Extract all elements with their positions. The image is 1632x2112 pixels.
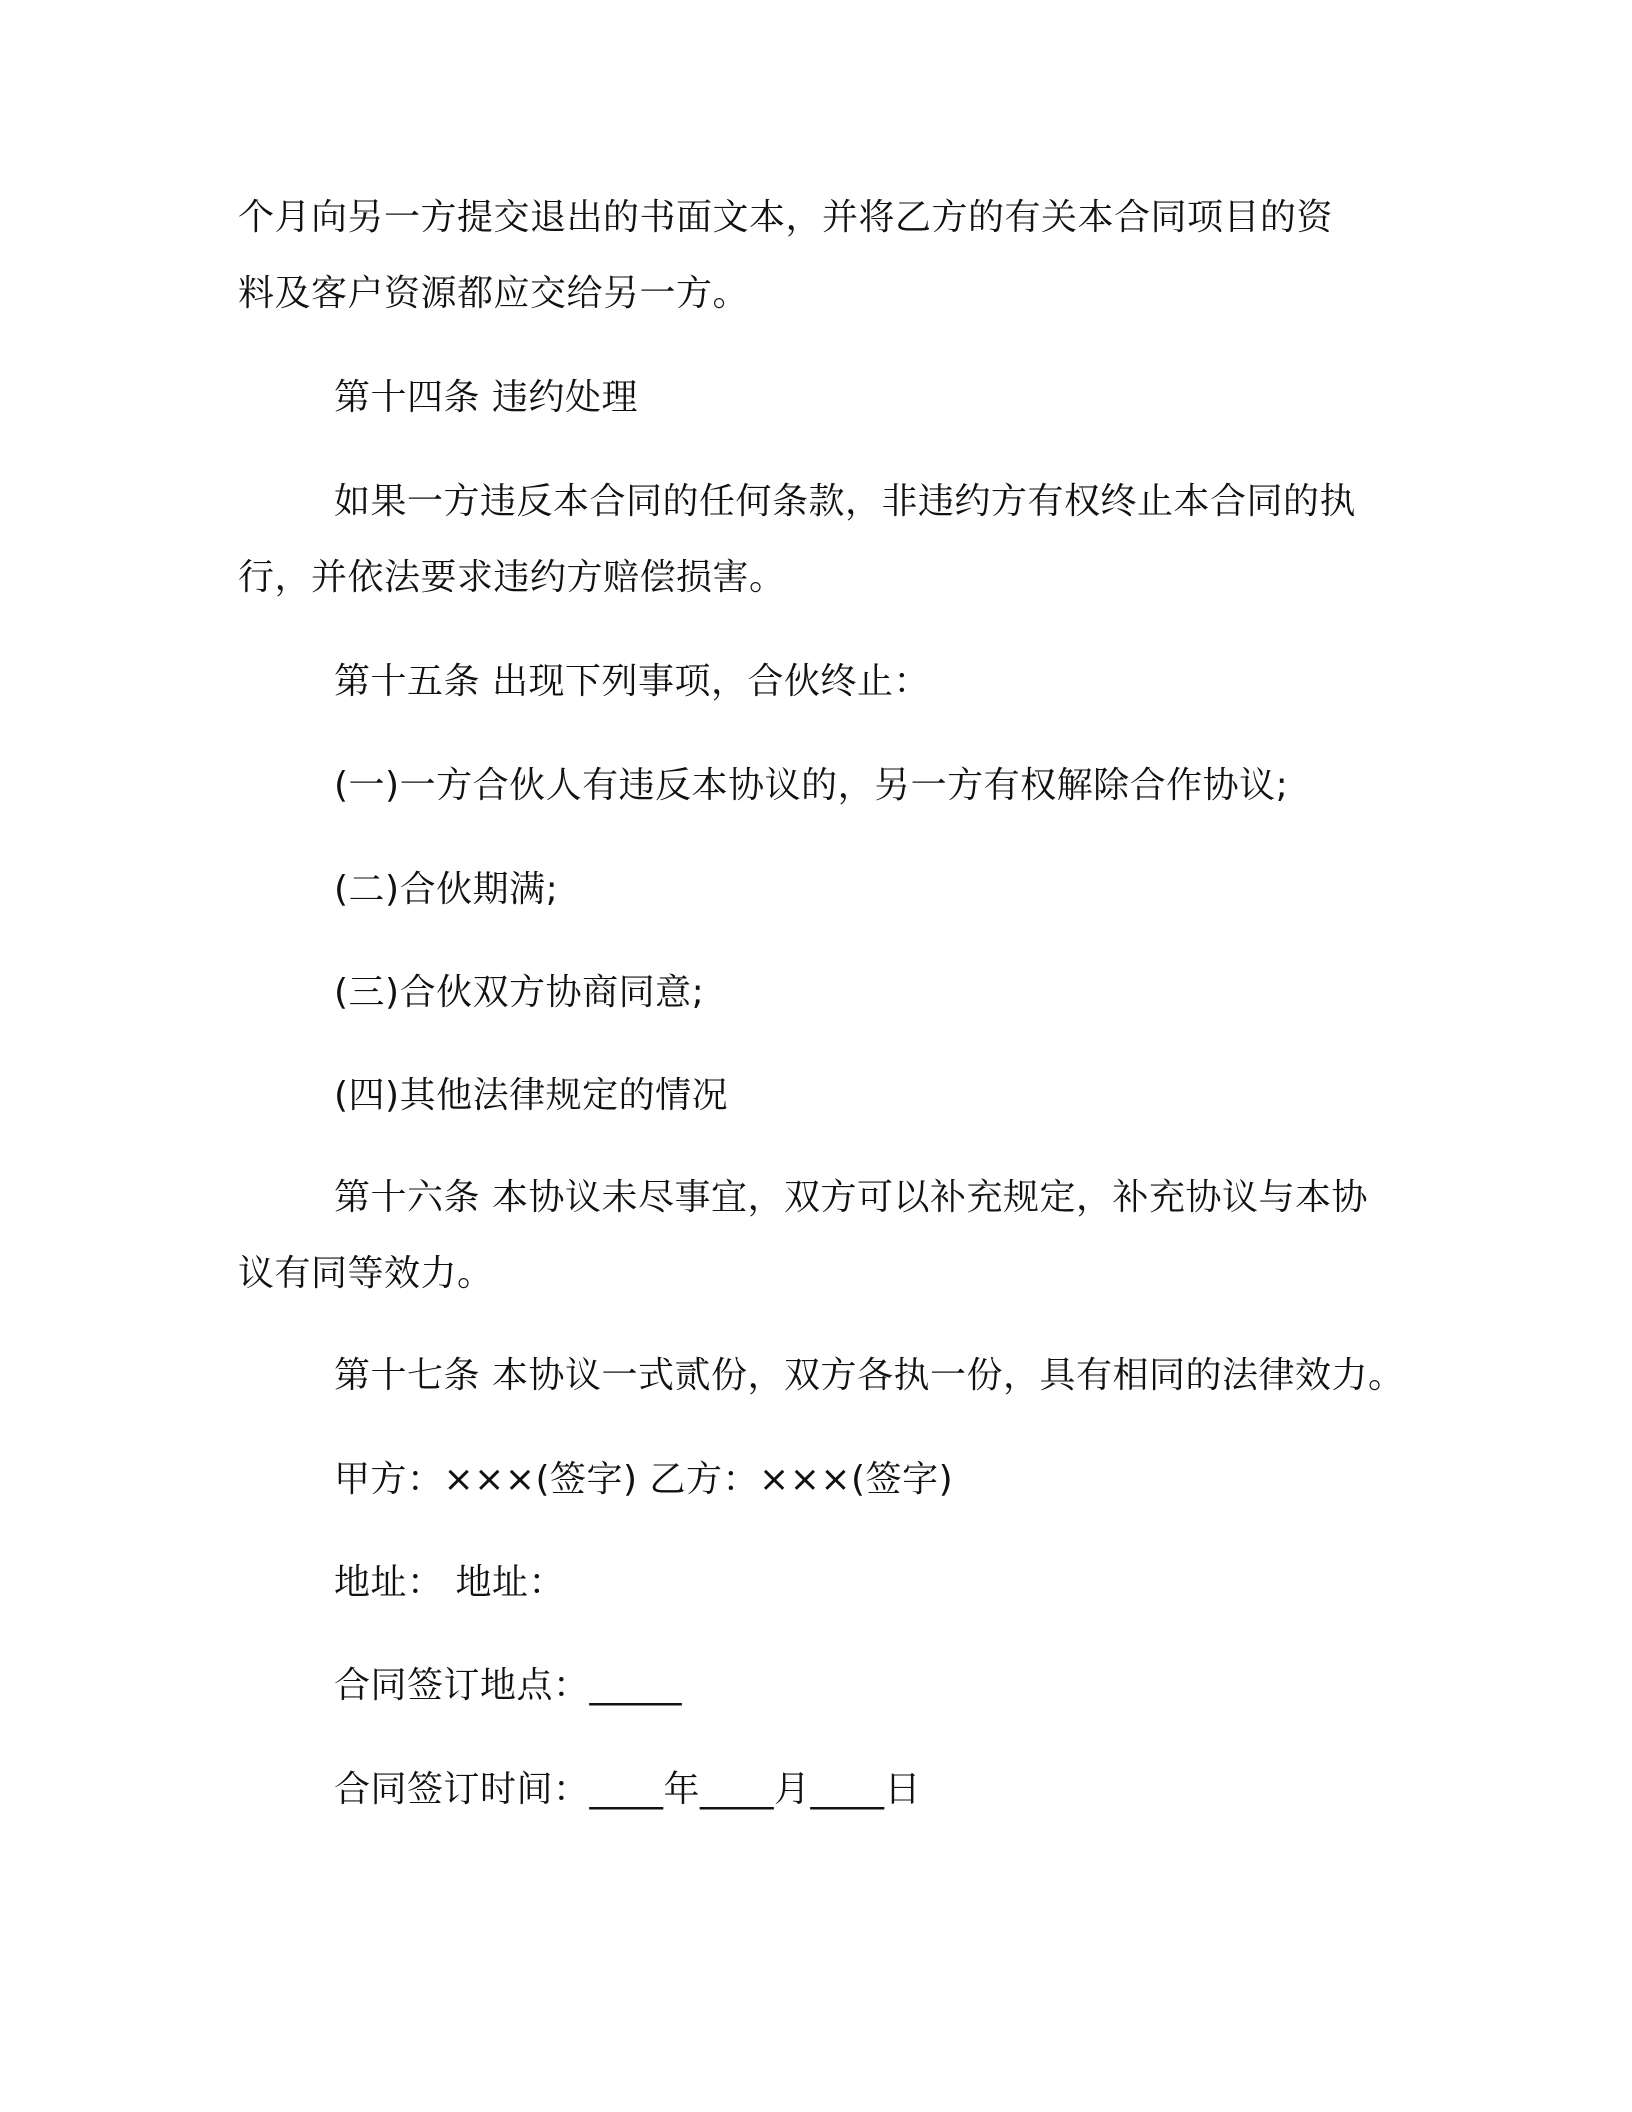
article-17 <box>238 1338 1418 1414</box>
text-line: 料及客户资源都应交给另一方。 <box>238 273 750 314</box>
text-line: 议有同等效力。 <box>238 1253 494 1294</box>
paragraph-exit-notice <box>238 180 1418 332</box>
text-line: 个月向另一方提交退出的书面文本，并将乙方的有关本合同项目的资 <box>238 197 1334 238</box>
article-14-heading <box>238 360 1418 436</box>
text-line: (三)合伙双方协商同意; <box>334 972 705 1013</box>
text-line: 如果一方违反本合同的任何条款，非违约方有权终止本合同的执 <box>334 481 1357 522</box>
text-line: 第十七条 本协议一式贰份，双方各执一份，具有相同的法律效力。 <box>334 1355 1405 1396</box>
text-line: 合同签订时间：____年____月____日 <box>334 1769 922 1810</box>
text-line: 地址： 地址： <box>334 1562 565 1603</box>
list-item-1 <box>238 748 1418 824</box>
article-16 <box>238 1160 1418 1312</box>
text-line: 第十五条 出现下列事项，合伙终止： <box>334 661 930 702</box>
text-line: 第十四条 违约处理 <box>334 377 638 418</box>
text-line: 行，并依法要求违约方赔偿损害。 <box>238 557 786 598</box>
text-line: (二)合伙期满; <box>334 869 559 910</box>
text-line: (一)一方合伙人有违反本协议的，另一方有权解除合作协议; <box>334 765 1289 806</box>
text-line: 甲方：×××(签字) 乙方：×××(签字) <box>334 1459 954 1500</box>
text-line: 合同签订地点：_____ <box>334 1665 683 1706</box>
text-line: 第十六条 本协议未尽事宜，双方可以补充规定，补充协议与本协 <box>334 1177 1368 1218</box>
paragraph-breach <box>238 464 1418 616</box>
text-line: (四)其他法律规定的情况 <box>334 1075 729 1116</box>
list-item-3 <box>238 955 1418 1031</box>
signing-date-line <box>238 1752 1418 1828</box>
article-15-heading <box>238 644 1418 720</box>
signing-place-line <box>238 1648 1418 1724</box>
address-line <box>238 1545 1418 1621</box>
list-item-4 <box>238 1058 1418 1134</box>
list-item-2 <box>238 852 1418 928</box>
signature-line <box>238 1442 1418 1518</box>
